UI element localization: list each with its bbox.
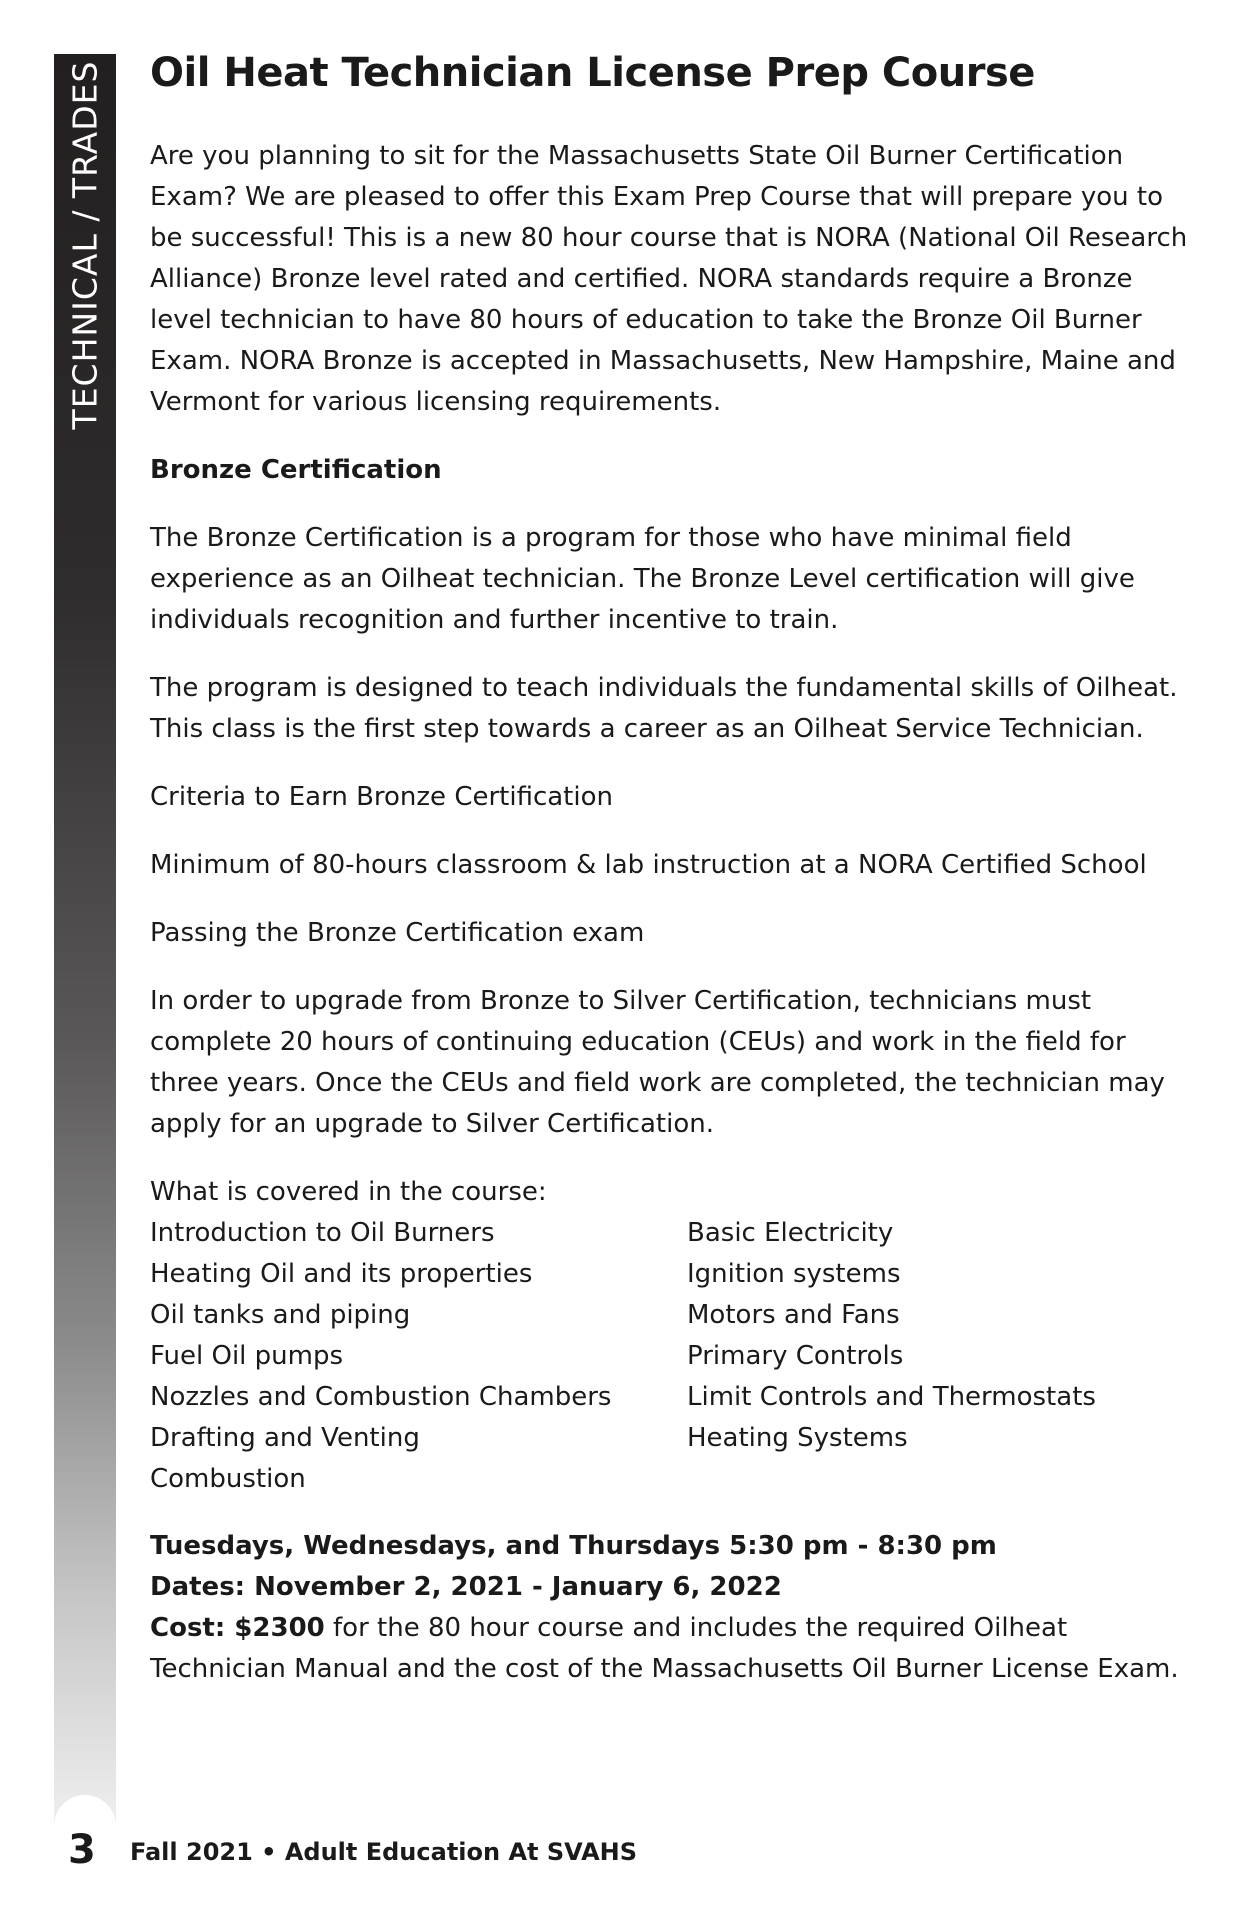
- cost-description: for the 80 hour course and includes the required Oilheat Technician Manual and the cost of the Massachusetts Oil Burner License Exam.: [150, 1613, 1179, 1684]
- topic-item: Limit Controls and Thermostats: [687, 1382, 1096, 1412]
- criteria-heading: Criteria to Earn Bronze Certification: [150, 782, 613, 812]
- topics-left-column: [150, 1213, 687, 1500]
- footer-publication: Fall 2021 • Adult Education At SVAHS: [130, 1838, 638, 1866]
- section-label: TECHNICAL / TRADES: [65, 60, 105, 430]
- cost-label: Cost: $2300: [150, 1613, 325, 1643]
- schedule-days-time: Tuesdays, Wednesdays, and Thursdays 5:30 pm - 8:30 pm: [150, 1531, 997, 1561]
- topic-item: Motors and Fans: [687, 1300, 900, 1330]
- main-content: [150, 50, 1195, 1690]
- topic-item: Introduction to Oil Burners: [150, 1218, 495, 1248]
- topic-item: Ignition systems: [687, 1259, 901, 1289]
- course-topics-heading: What is covered in the course:: [150, 1177, 547, 1207]
- topic-item: Basic Electricity: [687, 1218, 894, 1248]
- bronze-heading: Bronze Certification: [150, 455, 442, 485]
- schedule-block: [150, 1526, 1195, 1690]
- topic-item: Primary Controls: [687, 1341, 904, 1371]
- bronze-paragraph-2: The program is designed to teach individuals the fundamental skills of Oilheat. This class is the first step towards a career as an Oilheat Service Technician.: [150, 673, 1178, 744]
- course-topics: [150, 1213, 1195, 1500]
- page-number: 3: [68, 1827, 96, 1873]
- topic-item: Heating Oil and its properties: [150, 1259, 533, 1289]
- topics-right-column: [687, 1213, 1096, 1500]
- topic-item: Drafting and Venting: [150, 1423, 420, 1453]
- topic-item: Oil tanks and piping: [150, 1300, 411, 1330]
- topic-item: Heating Systems: [687, 1423, 908, 1453]
- page-title: Oil Heat Technician License Prep Course: [150, 50, 1035, 96]
- criteria-item: Passing the Bronze Certification exam: [150, 918, 645, 948]
- bronze-paragraph-1: The Bronze Certification is a program for those who have minimal field experience as an Oilheat technician. The Bronze Level certification will give individuals recognition and further incentive to train.: [150, 523, 1135, 635]
- upgrade-paragraph: In order to upgrade from Bronze to Silver Certification, technicians must complete 20 hours of continuing education (CEUs) and work in the field for three years. Once the CEUs and field work are completed, the technician may apply for an upgrade to Silver Certification.: [150, 986, 1165, 1139]
- schedule-dates: Dates: November 2, 2021 - January 6, 2022: [150, 1572, 782, 1602]
- topic-item: Nozzles and Combustion Chambers: [150, 1382, 612, 1412]
- intro-paragraph: Are you planning to sit for the Massachusetts State Oil Burner Certification Exam? We are pleased to offer this Exam Prep Course that will prepare you to be successful! This is a new 80 hour course that is NORA (National Oil Research Alliance) Bronze level rated and certified. NORA standards require a Bronze level technician to have 80 hours of education to take the Bronze Oil Burner Exam. NORA Bronze is accepted in Massachusetts, New Hampshire, Maine and Vermont for various licensing requirements.: [150, 141, 1188, 417]
- schedule-cost: [150, 1608, 1195, 1690]
- criteria-item: Minimum of 80-hours classroom & lab instruction at a NORA Certified School: [150, 850, 1147, 880]
- topic-item: Combustion: [150, 1464, 306, 1494]
- topic-item: Fuel Oil pumps: [150, 1341, 344, 1371]
